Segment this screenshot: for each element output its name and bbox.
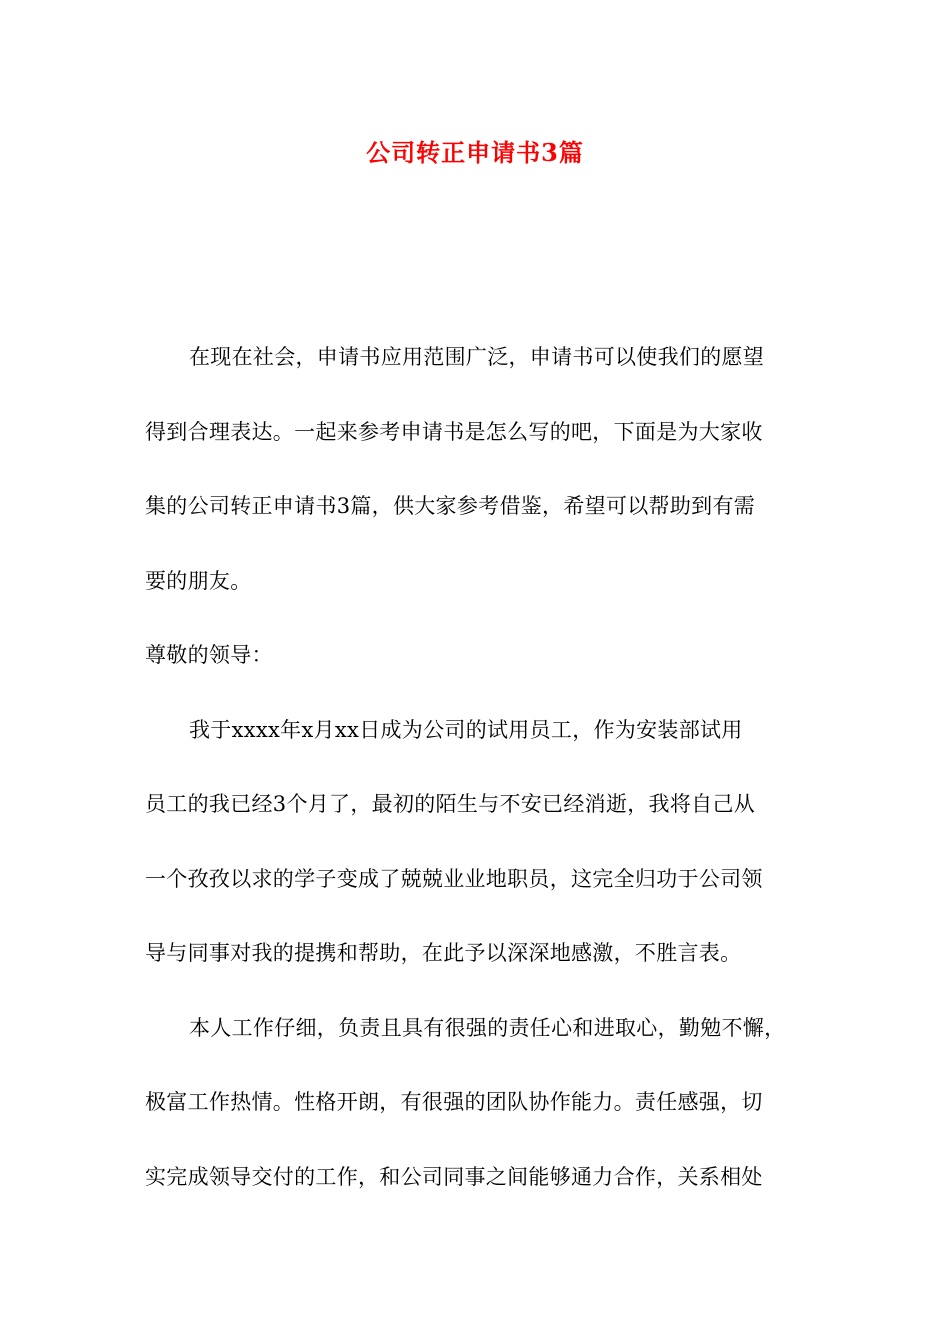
body-paragraph-1: [145, 693, 810, 991]
text-line: 员工的我已经3个月了，最初的陌生与不安已经消逝，我将自己从: [145, 792, 756, 816]
salutation: [145, 618, 810, 693]
body-paragraph-2: [145, 991, 810, 1215]
text-line: 集的公司转正申请书3篇，供大家参考借鉴，希望可以帮助到有需: [145, 494, 756, 518]
document-title: 公司转正申请书3篇: [366, 138, 584, 167]
text-line: 我于xxxx年x月xx日成为公司的试用员工，作为安装部试用: [189, 717, 743, 742]
document-body: [145, 320, 810, 1214]
text-line: 要的朋友。: [145, 568, 252, 593]
text-line: 在现在社会，申请书应用范围广泛，申请书可以使我们的愿望: [189, 345, 765, 369]
text-line: 尊敬的领导：: [145, 643, 273, 667]
text-line: 得到合理表达。一起来参考申请书是怎么写的吧，下面是为大家收: [145, 419, 763, 444]
intro-paragraph: [145, 320, 810, 618]
text-line: 一个孜孜以求的学子变成了兢兢业业地职员，这完全归功于公司领: [145, 866, 763, 891]
text-line: 导与同事对我的提携和帮助，在此予以深深地感激，不胜言表。: [145, 941, 742, 965]
text-line: 实完成领导交付的工作，和公司同事之间能够通力合作，关系相处: [145, 1164, 763, 1189]
text-line: 极富工作热情。性格开朗，有很强的团队协作能力。责任感强，切: [145, 1090, 763, 1114]
text-line: 本人工作仔细，负责且具有很强的责任心和进取心，勤勉不懈，: [189, 1015, 786, 1040]
